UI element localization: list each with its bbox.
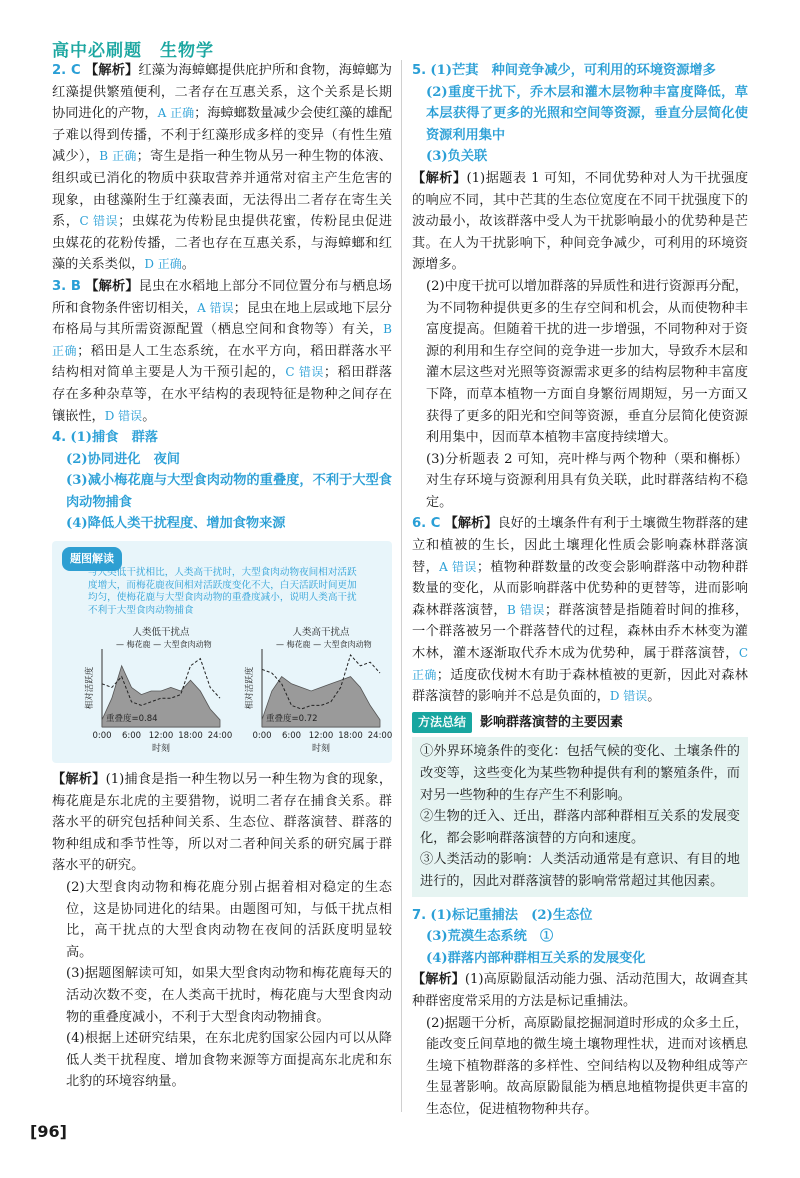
q2-answer xyxy=(52,60,392,276)
legend-1: — 梅花鹿 — 大型食肉动物 xyxy=(276,640,372,650)
q6-text-1: 良好的土壤条件有利于土壤微生物群落的建立和植被的生长，因此土壤理化性质会影响森林群落演替， xyxy=(412,516,749,575)
q7-explain-2: (2)据题干分析，高原鼢鼠挖掘洞道时形成的众多土丘，能改变丘间草地的微生境土壤物理性状，进而对该栖息生境下植物群落的多样性、空间结构以及物种组成等产生显著影响。故高原鼢鼠能为栖息地植物提供更丰富的生态位，促进植物物种共存。 xyxy=(426,1015,748,1117)
x-label-1: 时刻 xyxy=(311,744,331,755)
method-item-1: ①外界环境条件的变化：包括气候的变化、土壤条件的改变等，这些变化为某些物种提供有利的繁殖条件，而对另一些物种的生存产生不利影响。 xyxy=(420,744,740,803)
q5-explain-1 xyxy=(412,168,748,276)
q3-text-4: ；稻田群落存在多种杂草等，在水平结构的表现特征是物种之间存在镶嵌性， xyxy=(52,365,393,424)
q2-end: 。 xyxy=(181,257,195,273)
q6-mark-b: B 错误 xyxy=(507,602,545,617)
q2-jiexi-tag: 【解析】 xyxy=(84,63,139,78)
q4-explain-2: (2)大型食肉动物和梅花鹿分别占据着相对稳定的生态位，这是协同进化的结果。由题图可知，与低干扰点相比，高干扰点的大型食肉动物在夜间的活跃度明显较高。 xyxy=(66,880,392,960)
x-tick-0-3: 18:00 xyxy=(178,731,203,742)
q5-answer-2: (2)重度干扰下，乔木层和灌木层物种丰富度降低，草本层获得了更多的光照和空间等资源，垂直分层简化使资源利用集中 xyxy=(426,84,748,143)
page-header xyxy=(52,36,214,61)
q3-mark-b: B 正确 xyxy=(52,322,392,358)
book-title: 高中必刷题 xyxy=(52,41,142,61)
x-tick-0-2: 12:00 xyxy=(148,731,174,742)
q7-explain-1 xyxy=(412,969,748,1012)
q6-mark-d: D 错误 xyxy=(609,689,648,704)
method-summary-title xyxy=(412,712,748,734)
x-tick-0-4: 24:00 xyxy=(207,731,233,742)
q6-answer xyxy=(412,513,748,707)
q4-e1: (1)捕食是指一种生物以另一种生物为食的现象，梅花鹿是东北虎的主要猎物，说明二者存在捕食关系。群落水平的研究包括种间关系、生态位、群落演替、群落的物种组成和季节性等，所以对二者种间关系的研究属于群落水平的研究。 xyxy=(52,772,393,874)
q6-number: 6. C xyxy=(412,516,441,532)
q2-mark-c: C 错误 xyxy=(79,214,119,229)
q5-number: 5. xyxy=(412,63,427,78)
q7-answer-3: (3)荒漠生态系统 ① xyxy=(426,929,554,945)
panel-title-0: 人类低干扰点 xyxy=(132,627,190,639)
q6-text-2: ；植物种群数量的改变会影响群落中动物种群数量的变化，从而影响群落中优势种的更替等，进而影响森林群落演替， xyxy=(412,559,749,618)
q7-answer-4: (4)群落内部种群相互关系的发展变化 xyxy=(426,950,646,966)
q5-answer-1 xyxy=(412,60,748,82)
q6-end: 。 xyxy=(647,689,661,705)
x-tick-1-0: 0:00 xyxy=(252,731,272,742)
q3-end: 。 xyxy=(142,408,156,424)
x-tick-1-4: 24:00 xyxy=(367,731,392,742)
q5-jiexi-tag: 【解析】 xyxy=(412,170,467,186)
method-item-3: ③人类活动的影响：人类活动通常是有意识、有目的地进行的，因此对群落演替的影响常常超过其他因素。 xyxy=(420,852,740,889)
x-tick-0-1: 6:00 xyxy=(121,731,142,742)
q2-text-2: ；海蟑螂数量减少会使红藻的雄配子难以得到传播，不利于红藻形成多样的变异（有性生殖减少）， xyxy=(52,106,393,165)
q4-ans-1: (1)捕食 群落 xyxy=(70,430,158,446)
q2-text-4: ；虫媒花为传粉昆虫提供花蜜，传粉昆虫促进虫媒花的花粉传播，二者也存在互惠关系，与海蟑螂和红藻的关系类似， xyxy=(52,214,393,273)
q2-mark-d: D 正确 xyxy=(144,257,182,272)
x-tick-1-2: 12:00 xyxy=(308,731,334,742)
q6-jiexi-tag: 【解析】 xyxy=(444,516,498,532)
q2-text-1: 红藻为海蟑螂提供庇护所和食物，海蟑螂为红藻提供繁殖便利，二者存在互惠关系，这个关系是长期协同进化的产物， xyxy=(52,63,392,122)
q4-jiexi-tag: 【解析】 xyxy=(52,772,106,788)
q6-text-4: ；适度砍伐树木有助于森林植被的更新，因此对森林群落演替的影响并不总是负面的， xyxy=(412,667,748,705)
q7-ans-1: (1)标记重捕法 (2)生态位 xyxy=(430,907,593,923)
overlap-label-1: 重叠度=0.72 xyxy=(266,714,318,725)
q3-mark-d: D 错误 xyxy=(104,408,143,423)
q3-number: 3. B xyxy=(52,278,81,294)
q4-answer-3: (3)减小梅花鹿与大型食肉动物的重叠度，不利于大型食肉动物捕食 xyxy=(66,473,392,510)
y-label-0: 相对活跃度 xyxy=(85,666,95,710)
q5-explain-3: (3)分析题表 2 可知，亮叶桦与两个物种（栗和槲栎）对生存环境与资源利用具有负关联，此时群落结构不稳定。 xyxy=(426,451,748,510)
figure-note: 与人类低干扰相比，人类高干扰时，大型食肉动物夜间相对活跃度增大，而梅花鹿夜间相对活跃度变化不大，白天活跃时间更加均匀，使梅花鹿与大型食肉动物的重叠度减小，说明人类高干扰不利于大型食肉动物捕食 xyxy=(88,567,357,616)
q3-mark-c: C 错误 xyxy=(285,365,324,380)
subject-title: 生物学 xyxy=(160,41,214,61)
page-number: [96] xyxy=(30,1122,67,1141)
q5-explain-2: (2)中度干扰可以增加群落的异质性和进行资源再分配，为不同物种提供更多的生存空间和机会，从而使物种丰富度提高。但随着干扰的进一步增强，不同物种对于资源的利用和生存空间的竞争进一步加大，导致乔木层和灌木层这些对光照等资源需求更多的结构层物种丰富度下降，而草本植物一方面自身繁衍周期短，另一方面又获得了更多的阳光和空间等资源，垂直分层简化使资源利用集中，因而草本植物丰富度持续增大。 xyxy=(426,278,748,446)
q3-text-1: 昆虫在水稻地上部分不同位置分布与栖息场所和食物条件密切相关， xyxy=(52,278,392,316)
method-heading: 影响群落演替的主要因素 xyxy=(480,714,624,730)
q4-figure xyxy=(52,541,392,763)
q2-text-3: ；寄生是指一种生物从另一种生物的体液、组织或已消化的物质中获取营养并通常对宿主产生危害的现象，由毬藻附生于红藻表面，无法得出二者存在寄生关系， xyxy=(52,149,392,230)
method-summary-box xyxy=(412,737,748,896)
q2-number: 2. C xyxy=(52,63,81,78)
panel-title-1: 人类高干扰点 xyxy=(292,627,350,639)
method-item-2: ②生物的迁入、迁出，群落内部种群相互关系的发展变化，都会影响群落演替的方向和速度。 xyxy=(420,809,740,846)
column-divider xyxy=(401,60,402,1112)
left-column xyxy=(52,60,392,1093)
q4-explain-4: (4)根据上述研究结果，在东北虎豹国家公园内可以从降低人类干扰程度、增加食物来源等方面提高东北虎和东北豹的环境容纳量。 xyxy=(66,1031,392,1090)
figure-badge: 题图解读 xyxy=(62,547,122,571)
overlap-label-0: 重叠度=0.84 xyxy=(106,714,158,725)
q6-mark-c: C 正确 xyxy=(412,646,748,682)
x-label-0: 时刻 xyxy=(151,744,171,755)
q4-explain-3: (3)据题图解读可知，如果大型食肉动物和梅花鹿每天的活动次数不变，在人类高干扰时，梅花鹿与大型食肉动物的重叠度减小，不利于大型食肉动物捕食。 xyxy=(66,966,392,1025)
q2-mark-b: B 正确 xyxy=(99,149,137,164)
y-label-1: 相对活跃度 xyxy=(245,666,255,710)
right-column xyxy=(412,60,748,1121)
activity-charts xyxy=(52,541,392,763)
q4-answer-2: (2)协同进化 夜间 xyxy=(66,451,180,467)
q6-mark-a: A 错误 xyxy=(439,559,477,574)
q7-e1: (1)高原鼢鼠活动能力强、活动范围大，故调查其种群密度常采用的方法是标记重捕法。 xyxy=(412,972,748,1009)
q4-number: 4. xyxy=(52,430,67,446)
q7-number: 7. xyxy=(412,907,427,923)
q7-jiexi-tag: 【解析】 xyxy=(412,972,465,988)
q4-answer-1 xyxy=(52,427,392,449)
q3-mark-a: A 错误 xyxy=(197,300,234,315)
q3-text-2: ；昆虫在地上层或地下层分布格局与其所需资源配置（栖息空间和食物等）有关， xyxy=(52,300,393,338)
q5-answer-3: (3)负关联 xyxy=(426,149,488,165)
x-tick-1-3: 18:00 xyxy=(338,731,363,742)
legend-0: — 梅花鹿 — 大型食肉动物 xyxy=(116,640,212,650)
q7-answer-1 xyxy=(412,905,748,927)
q5-ans-1: (1)芒萁 种间竞争减少，可利用的环境资源增多 xyxy=(430,63,716,78)
x-tick-0-0: 0:00 xyxy=(92,731,112,742)
x-tick-1-1: 6:00 xyxy=(281,731,302,742)
q2-mark-a: A 正确 xyxy=(157,106,195,121)
q6-text-3: ；群落演替是指随着时间的推移，一个群落被另一个群落替代的过程，森林由乔木林变为灌木林，灌木逐渐取代乔木成为优势种，属于群落演替， xyxy=(412,602,749,662)
q3-answer xyxy=(52,276,392,427)
q5-e1: (1)据题表 1 可知，不同优势种对人为干扰强度的响应不同，其中芒萁的生态位宽度在不同干扰强度下的波动最小，故该群落中受人为干扰影响最小的优势种是芒萁。在人为干扰影响下，种间竞争减少，可利用的环境资源增多。 xyxy=(412,170,749,273)
q4-explain-1 xyxy=(52,769,392,877)
method-badge: 方法总结 xyxy=(412,712,472,734)
q3-text-3: ；稻田是人工生态系统，在水平方向，稻田群落水平结构相对简单主要是人为干预引起的， xyxy=(52,343,392,381)
q4-answer-4: (4)降低人类干扰程度、增加食物来源 xyxy=(66,516,286,532)
q3-jiexi-tag: 【解析】 xyxy=(85,278,139,294)
